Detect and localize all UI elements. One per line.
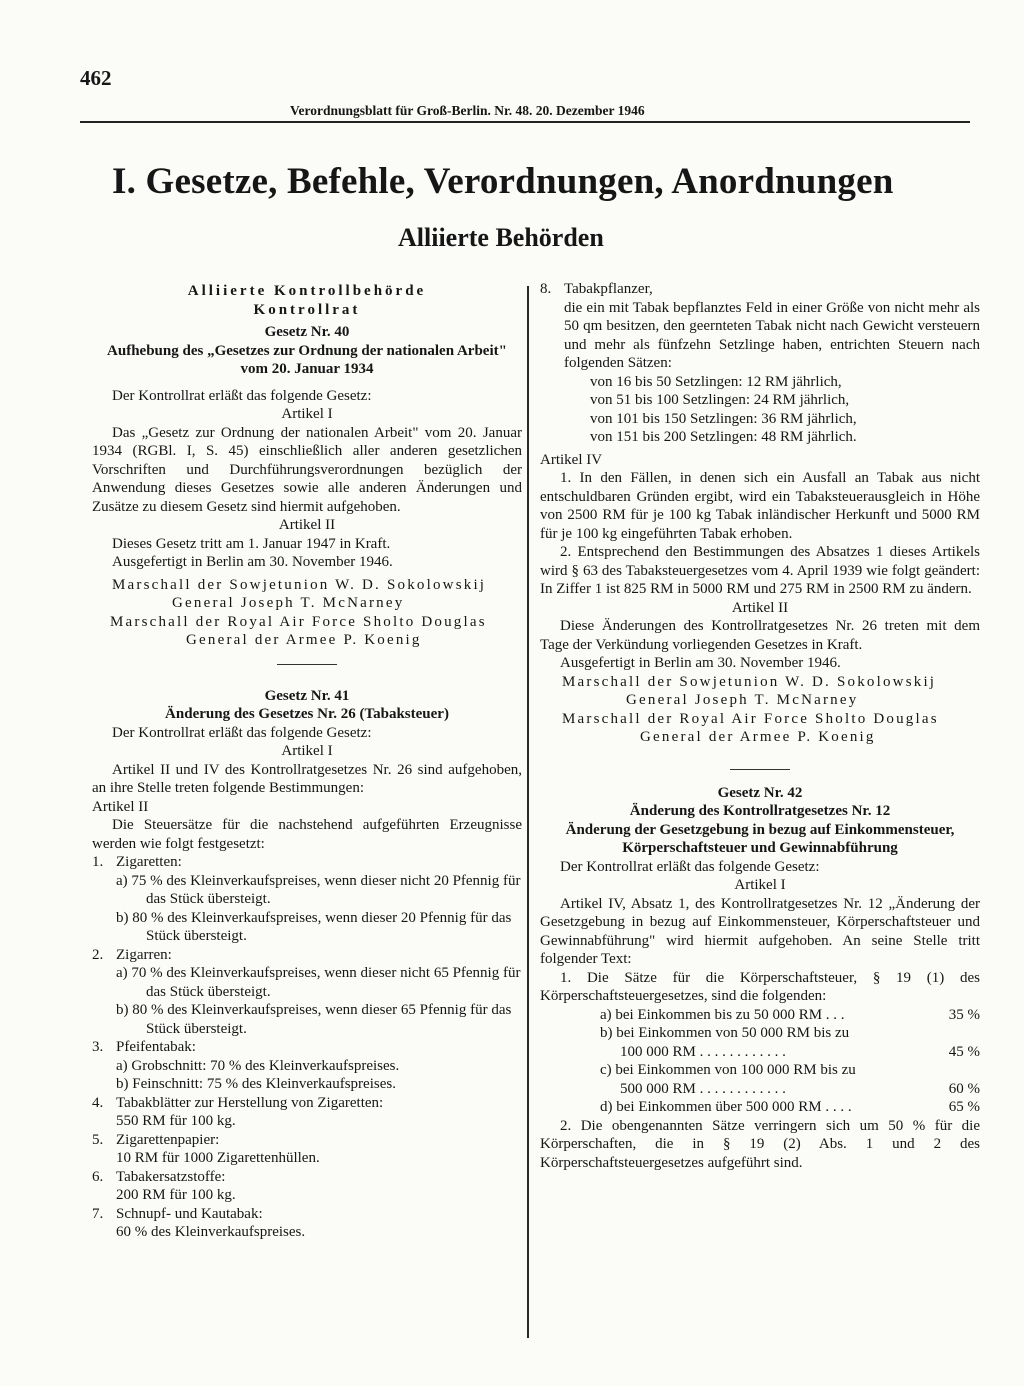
tax-row-label: c) bei Einkommen von 100 000 RM bis zu bbox=[600, 1062, 856, 1078]
list-subitem: b) Feinschnitt: 75 % des Kleinverkaufspreises. bbox=[116, 1076, 396, 1092]
left-column bbox=[92, 282, 522, 1242]
article-text: 1. In den Fällen, in denen sich ein Ausfall an Tabak aus nicht entschuldbaren Gründen ergibt, wird ein Tabaksteuerausgleich in Höhe von 2500 RM für je 100 kg Tabak inländischer Herkunft und 5000 RM für je 100 kg eingeführten Tabak erhoben. bbox=[540, 470, 980, 542]
article-heading: Artikel IV bbox=[540, 451, 603, 468]
list-item-text: die ein mit Tabak bepflanztes Feld in einer Größe von nicht mehr als 50 qm besitzen, den geernteten Tabak nicht nach Gewicht versteuern und mehr als fünfzehn Setzlinge haben, entrichten Steuern nach folgenden Sätzen: bbox=[564, 299, 980, 371]
signature-line: General der Armee P. Koenig bbox=[640, 729, 876, 745]
article-heading: Artikel II bbox=[92, 798, 149, 815]
signature-line: General Joseph T. McNarney bbox=[172, 595, 405, 611]
tax-row: d) bei Einkommen über 500 000 RM . . . . 65 % bbox=[600, 1099, 980, 1115]
section-heading: I. Gesetze, Befehle, Verordnungen, Anordnungen bbox=[112, 161, 894, 202]
list-item: 8. Tabakpflanzer, bbox=[540, 281, 653, 297]
list-item: 2. Zigarren: bbox=[92, 946, 172, 963]
signature-line: Marschall der Royal Air Force Sholto Douglas bbox=[562, 710, 939, 727]
list-item: 1. Zigaretten: bbox=[92, 854, 182, 870]
article-heading: Artikel I bbox=[734, 877, 786, 893]
list-item: 3. Pfeifentabak: bbox=[92, 1039, 196, 1055]
list-subitem: b) 80 % des Kleinverkaufspreises, wenn dieser 65 Pfennig für das Stück übersteigt. bbox=[116, 1002, 512, 1037]
article-heading: Artikel II bbox=[278, 517, 336, 533]
signature-line: General der Armee P. Koenig bbox=[186, 632, 422, 648]
signature-line: Marschall der Sowjetunion W. D. Sokolowskij bbox=[562, 673, 937, 690]
rate-table bbox=[590, 373, 980, 447]
article-text: Das „Gesetz zur Ordnung der nationalen Arbeit" vom 20. Januar 1934 (RGBl. I, S. 45) einschließlich aller anderen gesetzlichen Vorschriften und Durchführungsverordnungen bezüglich der Anwendung dieses Gesetzes sowie alle anderen Änderungen und Zusätze zu diesem Gesetz sind hiermit aufgehoben. bbox=[92, 424, 522, 515]
article-heading: Artikel I bbox=[281, 406, 333, 422]
tax-row-label: b) bei Einkommen von 50 000 RM bis zu bbox=[600, 1025, 850, 1041]
article-text: Diese Änderungen des Kontrollratgesetzes Nr. 26 treten mit dem Tage der Verkündung vorliegenden Gesetzes in Kraft. bbox=[540, 618, 980, 653]
article-text: Dieses Gesetz tritt am 1. Januar 1947 in Kraft. bbox=[112, 535, 391, 552]
article-heading: Artikel II bbox=[731, 599, 789, 616]
rate-row: von 101 bis 150 Setzlingen: 36 RM jährlich, bbox=[590, 410, 857, 427]
authority-line: Alliierte Kontrollbehörde bbox=[187, 283, 427, 299]
running-title: Verordnungsblatt für Groß-Berlin. Nr. 48. 20. Dezember 1946 bbox=[290, 103, 645, 118]
rate-row: von 16 bis 50 Setzlingen: 12 RM jährlich, bbox=[590, 373, 842, 390]
law-subtitle: Änderung der Gesetzgebung in bezug auf Einkommensteuer, Körperschaftsteuer und Gewinnabführung bbox=[565, 821, 955, 856]
rate-row: von 151 bis 200 Setzlingen: 48 RM jährlich. bbox=[590, 429, 857, 445]
list-subitem: a) Grobschnitt: 70 % des Kleinverkaufspreises. bbox=[116, 1057, 400, 1074]
authority-line: Kontrollrat bbox=[253, 301, 361, 318]
law-intro: Der Kontrollrat erläßt das folgende Gesetz: bbox=[112, 724, 372, 741]
right-column bbox=[540, 280, 980, 1172]
law-title: Gesetz Nr. 42 bbox=[717, 784, 803, 801]
article-text: 2. Entsprechend den Bestimmungen des Absatzes 1 dieses Artikels wird § 63 des Tabaksteuergesetzes vom 4. April 1939 wie folgt geändert: In Ziffer 1 ist 825 RM in 5000 RM und 275 RM in 2500 RM zu ändern. bbox=[540, 544, 980, 597]
list-subitem: a) 75 % des Kleinverkaufspreises, wenn dieser nicht 20 Pfennig für das Stück übersteigt. bbox=[116, 872, 521, 907]
law-title: Gesetz Nr. 40 bbox=[264, 324, 350, 340]
tax-row: a) bei Einkommen bis zu 50 000 RM . . . 35 % bbox=[600, 1006, 980, 1023]
list-value: 60 % des Kleinverkaufspreises. bbox=[116, 1224, 306, 1240]
tax-table bbox=[600, 1006, 980, 1117]
law-subtitle: Änderung des Gesetzes Nr. 26 (Tabaksteuer) bbox=[165, 706, 449, 722]
column-divider bbox=[527, 286, 529, 1338]
list-value: 200 RM für 100 kg. bbox=[116, 1187, 236, 1203]
list-item: 7. Schnupf- und Kautabak: bbox=[92, 1205, 263, 1222]
list-subitem: b) 80 % des Kleinverkaufspreises, wenn dieser 20 Pfennig für das Stück übersteigt. bbox=[116, 909, 512, 944]
law-subtitle: Änderung des Kontrollratgesetzes Nr. 12 bbox=[629, 803, 891, 819]
tax-row: 500 000 RM . . . . . . . . . . . . 60 % bbox=[620, 1080, 980, 1097]
signature-line: Marschall der Sowjetunion W. D. Sokolowskij bbox=[112, 576, 487, 593]
list-item: 5. Zigarettenpapier: bbox=[92, 1131, 220, 1148]
law-intro: Der Kontrollrat erläßt das folgende Gesetz: bbox=[112, 387, 372, 404]
list-value: 550 RM für 100 kg. bbox=[116, 1113, 236, 1129]
tax-row: 100 000 RM . . . . . . . . . . . . 45 % bbox=[620, 1043, 980, 1060]
signature-line: Marschall der Royal Air Force Sholto Douglas bbox=[110, 613, 487, 630]
article-text: Ausgefertigt in Berlin am 30. November 1946. bbox=[112, 554, 393, 570]
article-text: 1. Die Sätze für die Körperschaftsteuer, § 19 (1) des Körperschaftsteuergesetzes, sind die folgenden: bbox=[540, 969, 980, 1004]
rate-row: von 51 bis 100 Setzlingen: 24 RM jährlich, bbox=[590, 392, 850, 408]
article-text: Artikel II und IV des Kontrollratgesetzes Nr. 26 sind aufgehoben, an ihre Stelle treten folgende Bestimmungen: bbox=[92, 761, 522, 796]
signatures bbox=[92, 576, 522, 650]
page-number: 462 bbox=[80, 66, 112, 90]
article-text: Artikel IV, Absatz 1, des Kontrollratgesetzes Nr. 12 „Änderung der Gesetzgebung in bezug auf Einkommensteuer, Körperschaftsteuer und Gewinnabführung" wird hiermit aufgehoben. An seine Stelle tritt folgender Text: bbox=[540, 895, 980, 967]
article-text: 2. Die obengenannten Sätze verringern sich um 50 % für die Körperschaften, die in § 19 (2) Abs. 1 und 2 des Körperschaftsteuergesetzes aufgeführt sind. bbox=[540, 1117, 980, 1171]
law-title: Gesetz Nr. 41 bbox=[264, 687, 350, 704]
signature-line: General Joseph T. McNarney bbox=[626, 692, 859, 708]
header-rule bbox=[80, 121, 970, 123]
signatures bbox=[540, 673, 980, 747]
list-item: 6. Tabakersatzstoffe: bbox=[92, 1168, 226, 1185]
subsection-heading: Alliierte Behörden bbox=[398, 223, 604, 252]
article-text: Die Steuersätze für die nachstehend aufgeführten Erzeugnisse werden wie folgt festgesetzt: bbox=[92, 817, 522, 852]
article-heading: Artikel I bbox=[281, 743, 333, 759]
article-text: Ausgefertigt in Berlin am 30. November 1946. bbox=[560, 655, 841, 671]
list-item: 4. Tabakblätter zur Herstellung von Zigaretten: bbox=[92, 1094, 384, 1111]
list-value: 10 RM für 1000 Zigarettenhüllen. bbox=[116, 1150, 320, 1166]
law-intro: Der Kontrollrat erläßt das folgende Gesetz: bbox=[560, 858, 820, 875]
list-subitem: a) 70 % des Kleinverkaufspreises, wenn dieser nicht 65 Pfennig für das Stück übersteigt. bbox=[116, 965, 521, 1000]
law-subtitle: Aufhebung des „Gesetzes zur Ordnung der nationalen Arbeit" vom 20. Januar 1934 bbox=[107, 342, 507, 377]
